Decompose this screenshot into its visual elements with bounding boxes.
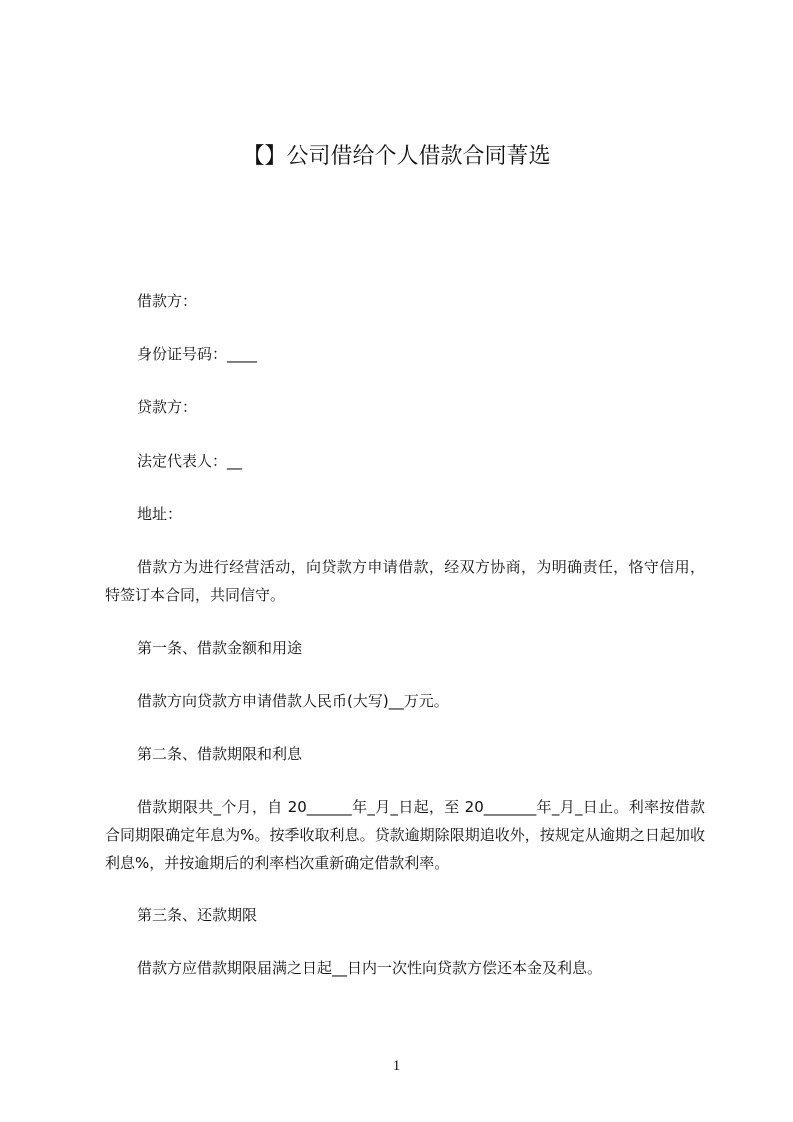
borrower-field: 借款方： bbox=[137, 292, 198, 310]
article-1-body: 借款方向贷款方申请借款人民币(大写)__万元。 bbox=[137, 692, 449, 710]
article-3-body: 借款方应借款期限届满之日起__日内一次性向贷款方偿还本金及利息。 bbox=[137, 959, 603, 977]
id-number-field: 身份证号码：____ bbox=[137, 345, 258, 363]
intro-paragraph: 借款方为进行经营活动，向贷款方申请借款，经双方协商，为明确责任，恪守信用，特签订本合同，共同信守。 bbox=[105, 558, 705, 604]
article-2-body: 借款期限共_个月，自 20______年_月_日起，至 20_______年_月_日止。利率按借款合同期限确定年息为%。按季收取利息。贷款逾期除限期追收外，按规定从逾期之日起加收利息%，并按逾期后的利率档次重新确定借款利率。 bbox=[105, 798, 705, 872]
article-2-heading: 第二条、借款期限和利息 bbox=[137, 745, 303, 763]
address-field: 地址： bbox=[137, 505, 183, 523]
page-number: 1 bbox=[392, 1058, 401, 1074]
article-1-heading: 第一条、借款金额和用途 bbox=[137, 639, 303, 657]
legal-representative-field: 法定代表人：__ bbox=[137, 452, 243, 470]
document-title: 【】公司借给个人借款合同菁选 bbox=[242, 144, 551, 169]
lender-field: 贷款方： bbox=[137, 398, 198, 416]
article-3-heading: 第三条、还款期限 bbox=[137, 906, 258, 924]
